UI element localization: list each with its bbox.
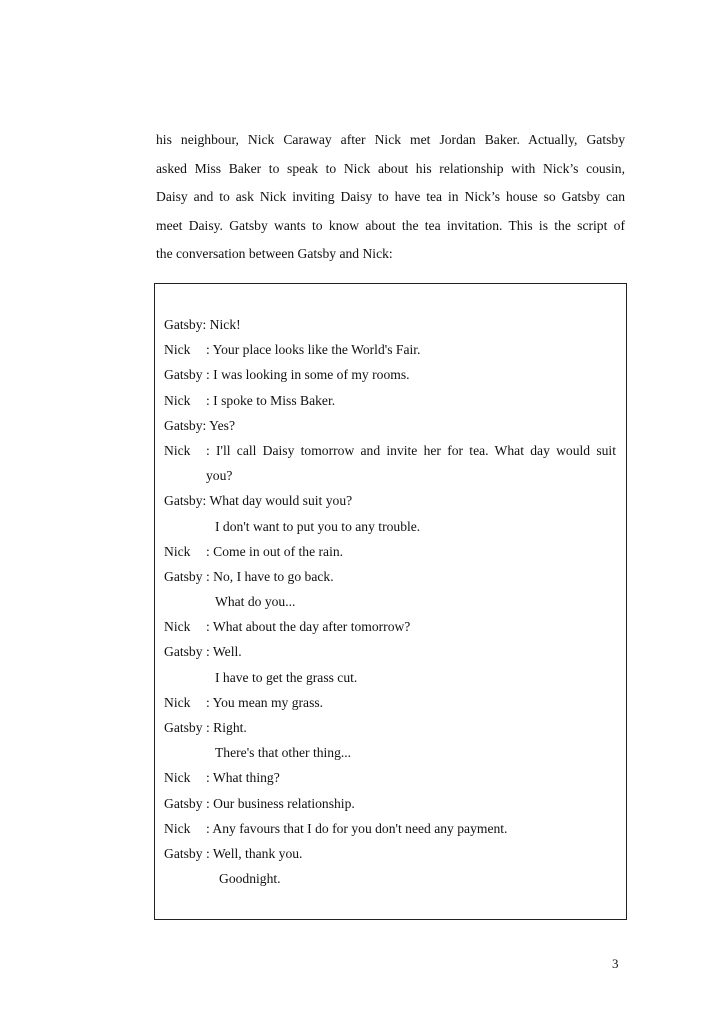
dialogue-line [164, 438, 616, 463]
intro-line: the conversation between Gatsby and Nick: [156, 246, 393, 261]
speaker-label: Nick [164, 342, 191, 358]
dialogue-line [164, 765, 616, 790]
dialogue-line [164, 614, 616, 639]
dialogue-text: I don't want to put you to any trouble. [215, 518, 421, 534]
intro-paragraph [156, 126, 625, 269]
dialogue-line [164, 740, 616, 765]
dialogue-line [164, 362, 616, 387]
dialogue-text: : Well, thank you. [206, 845, 303, 861]
dialogue-text: : Any favours that I do for you don't need any payment. [206, 820, 508, 836]
dialogue-line [164, 791, 616, 816]
speaker-label: Gatsby [164, 568, 203, 584]
dialogue-line [164, 312, 616, 337]
speaker-label: Gatsby: Yes? [164, 417, 235, 433]
dialogue-box [154, 283, 627, 920]
speaker-label: Nick [164, 619, 191, 635]
intro-line: meet Daisy. Gatsby wants to know about the tea invitation. This is the script of [156, 217, 625, 233]
speaker-label: Nick [164, 770, 191, 786]
dialogue-line [164, 337, 616, 362]
dialogue-line [164, 715, 616, 740]
dialogue-line [164, 589, 616, 614]
speaker-label: Gatsby: Nick! [164, 317, 241, 332]
dialogue-text: : What thing? [206, 770, 280, 786]
intro-line: Daisy and to ask Nick inviting Daisy to have tea in Nick’s house so Gatsby can [156, 189, 625, 204]
speaker-label: Nick [164, 543, 191, 559]
dialogue-line [164, 488, 616, 513]
dialogue-text: I have to get the grass cut. [215, 669, 358, 685]
dialogue-line [164, 841, 616, 866]
speaker-label: Gatsby [164, 367, 203, 383]
dialogue-text: : I was looking in some of my rooms. [206, 367, 410, 383]
dialogue-text: : No, I have to go back. [206, 568, 334, 584]
page-number: 3 [612, 956, 619, 971]
dialogue-line [164, 816, 616, 841]
speaker-label: Gatsby [164, 720, 203, 735]
dialogue-text: : Well. [206, 644, 242, 660]
dialogue-line [164, 514, 616, 539]
dialogue-text: There's that other thing... [215, 745, 352, 761]
dialogue-text: Goodnight. [219, 871, 281, 887]
dialogue-text: you? [206, 468, 233, 484]
dialogue-line [164, 690, 616, 715]
intro-line: his neighbour, Nick Caraway after Nick met Jordan Baker. Actually, Gatsby [156, 132, 625, 147]
dialogue-line [164, 564, 616, 589]
dialogue-text: : Our business relationship. [206, 795, 355, 811]
dialogue-text: : Your place looks like the World's Fair. [206, 342, 421, 358]
dialogue-line [164, 665, 616, 690]
dialogue-line [164, 413, 616, 438]
dialogue-text: : I spoke to Miss Baker. [206, 392, 336, 408]
dialogue-line [164, 539, 616, 564]
dialogue-script [164, 312, 616, 891]
dialogue-text: : What about the day after tomorrow? [206, 619, 411, 635]
dialogue-text: : Come in out of the rain. [206, 543, 344, 559]
dialogue-line [164, 463, 616, 488]
dialogue-text: What do you... [215, 594, 296, 610]
dialogue-line [164, 639, 616, 664]
dialogue-text: : Right. [206, 720, 247, 735]
dialogue-text: : I'll call Daisy tomorrow and invite her for tea. What day would suit [206, 442, 616, 458]
speaker-label: Nick [164, 442, 191, 458]
speaker-label: Nick [164, 392, 191, 408]
speaker-label: Nick [164, 694, 191, 710]
intro-line: asked Miss Baker to speak to Nick about his relationship with Nick’s cousin, [156, 160, 625, 176]
dialogue-line [164, 866, 616, 891]
dialogue-line [164, 388, 616, 413]
speaker-label: Gatsby [164, 845, 203, 861]
speaker-label: Gatsby: What day would suit you? [164, 493, 353, 509]
speaker-label: Gatsby [164, 644, 203, 660]
speaker-label: Gatsby [164, 795, 203, 811]
speaker-label: Nick [164, 820, 191, 836]
dialogue-text: : You mean my grass. [206, 694, 324, 710]
